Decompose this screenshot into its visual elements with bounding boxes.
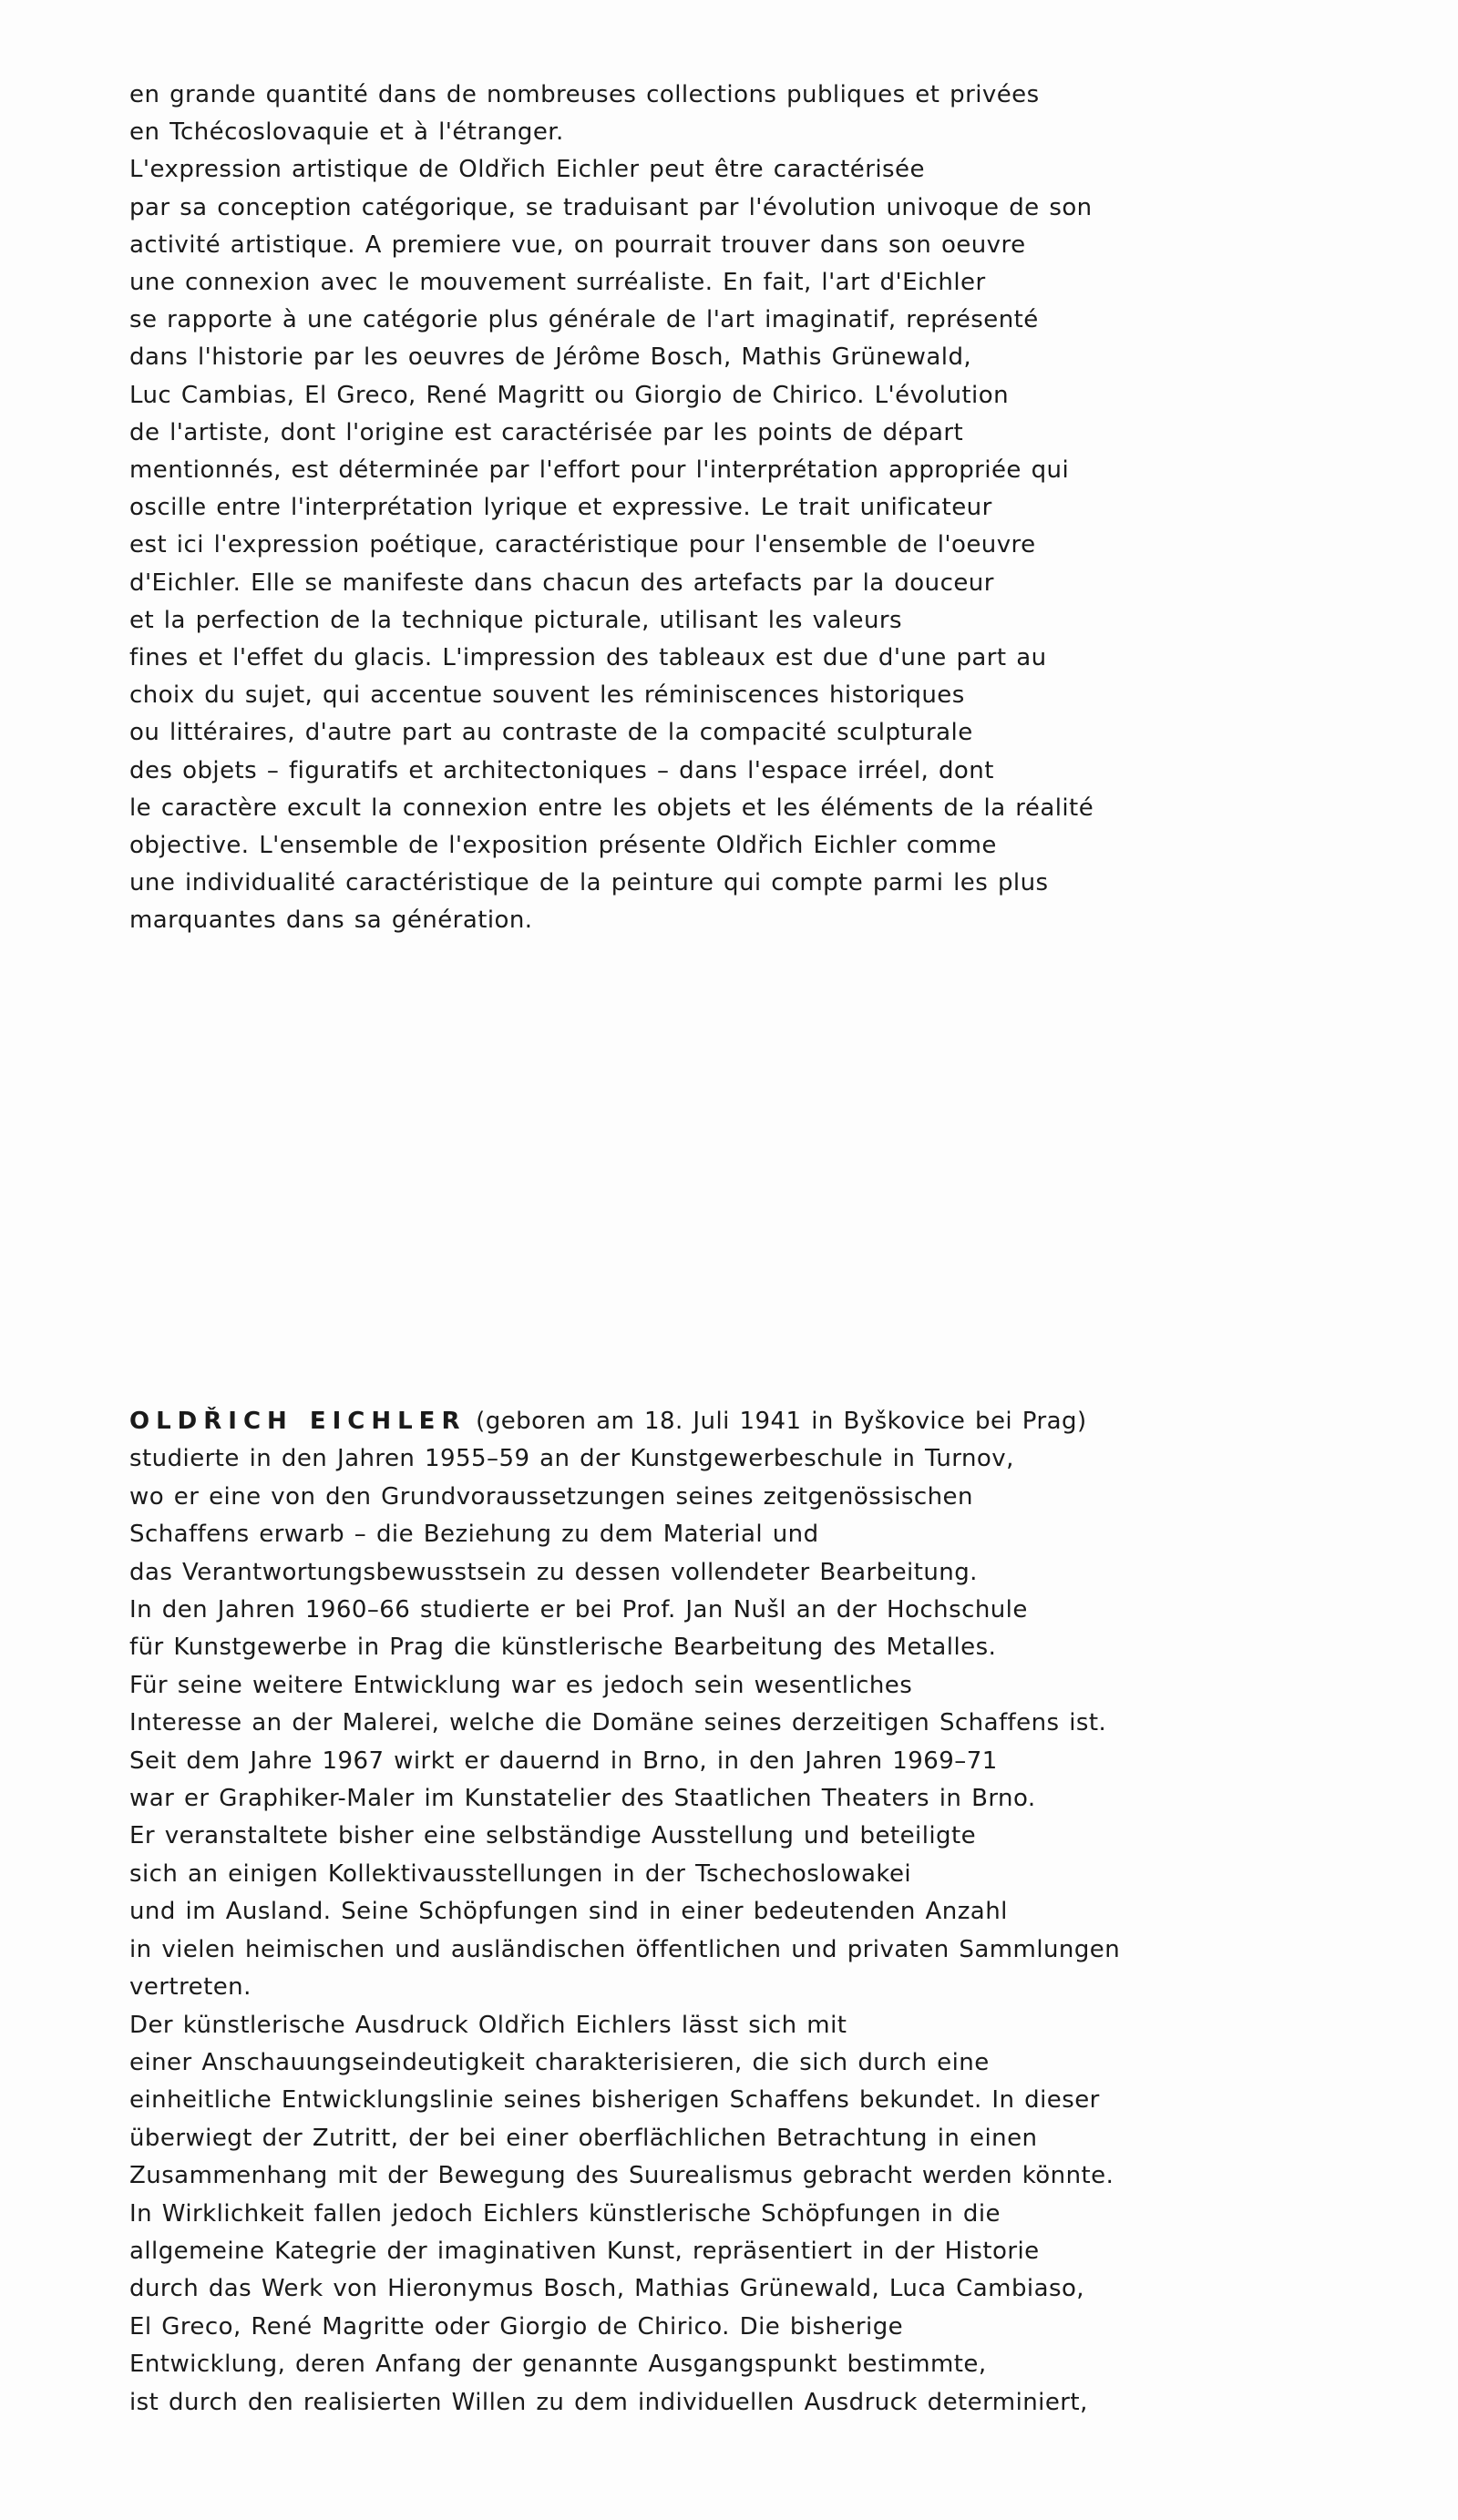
text-line: L'expression artistique de Oldřich Eichler peut être caractérisée [129,156,925,184]
text-line: Zusammenhang mit der Bewegung des Suurealismus gebracht werden könnte. [129,2162,1114,2190]
text-line: El Greco, René Magritte oder Giorgio de Chirico. Die bisherige [129,2312,904,2341]
text-line: des objets – figuratifs et architectoniques – dans l'espace irréel, dont [129,756,994,784]
text-line: et la perfection de la technique picturale, utilisant les valeurs [129,606,903,634]
text-line: das Verantwortungsbewusstsein zu dessen vollendeter Bearbeitung. [129,1558,978,1586]
text-line: vertreten. [129,1973,252,2002]
text-line: se rapporte à une catégorie plus générale de l'art imaginatif, représenté [129,306,1039,334]
text-line: Luc Cambias, El Greco, René Magritt ou Giorgio de Chirico. L'évolution [129,381,1009,409]
text-line: allgemeine Kategrie der imaginativen Kunst, repräsentiert in der Historie [129,2237,1040,2265]
text-line: Für seine weitere Entwicklung war es jedoch sein wesentliches [129,1671,913,1699]
text-line: Der künstlerische Ausdruck Oldřich Eichlers lässt sich mit [129,2011,847,2039]
french-text-block [129,77,1250,940]
text-line: fines et l'effet du glacis. L'impression des tableaux est due d'une part au [129,644,1047,672]
text-line: en grande quantité dans de nombreuses collections publiques et privées [129,81,1040,108]
text-line: Er veranstaltete bisher eine selbständige Ausstellung und beteiligte [129,1822,977,1850]
text-line: dans l'historie par les oeuvres de Jérôme Bosch, Mathis Grünewald, [129,343,972,372]
text-line: in vielen heimischen und ausländischen öffentlichen und privaten Sammlungen [129,1935,1121,1963]
text-line: ist durch den realisierten Willen zu dem individuellen Ausdruck determiniert, [129,2388,1088,2416]
text-line: est ici l'expression poétique, caractéristique pour l'ensemble de l'oeuvre [129,531,1036,559]
text-line: überwiegt der Zutritt, der bei einer oberflächlichen Betrachtung in einen [129,2124,1038,2152]
text-line: einer Anschauungseindeutigkeit charakterisieren, die sich durch eine [129,2048,990,2076]
text-line: für Kunstgewerbe in Prag die künstlerische Bearbeitung des Metalles. [129,1634,997,1662]
text-line: einheitliche Entwicklungslinie seines bisherigen Schaffens bekundet. In dieser [129,2086,1100,2115]
text-line: marquantes dans sa génération. [129,907,533,935]
text-line: d'Eichler. Elle se manifeste dans chacun des artefacts par la douceur [129,569,994,597]
text-line: durch das Werk von Hieronymus Bosch, Mathias Grünewald, Luca Cambiaso, [129,2275,1085,2303]
biography-first-line [129,1403,1250,1440]
text-line: oscille entre l'interprétation lyrique et expressive. Le trait unificateur [129,494,992,522]
text-line: activité artistique. A premiere vue, on pourrait trouver dans son oeuvre [129,230,1026,259]
text-line: une connexion avec le mouvement surréaliste. En fait, l'art d'Eichler [129,269,986,297]
text-line: mentionnés, est déterminée par l'effort pour l'interprétation appropriée qui [129,456,1070,485]
text-line: une individualité caractéristique de la peinture qui compte parmi les plus [129,869,1049,897]
text-line: Interesse an der Malerei, welche die Domäne seines derzeitigen Schaffens ist. [129,1709,1107,1737]
text-line: le caractère excult la connexion entre les objets et les éléments de la réalité [129,794,1094,822]
text-line: par sa conception catégorique, se traduisant par l'évolution univoque de son [129,193,1093,221]
text-line: In Wirklichkeit fallen jedoch Eichlers künstlerische Schöpfungen in die [129,2199,1001,2228]
artist-name-heading: OLDŘICH EICHLER [129,1408,467,1435]
text-line: Entwicklung, deren Anfang der genannte Ausgangspunkt bestimmte, [129,2351,987,2379]
text-line: ou littéraires, d'autre part au contraste de la compacité sculpturale [129,719,973,747]
text-line: studierte in den Jahren 1955–59 an der Kunstgewerbeschule in Turnov, [129,1445,1014,1473]
text-line: Seit dem Jahre 1967 wirkt er dauernd in Brno, in den Jahren 1969–71 [129,1747,998,1775]
text-line: en Tchécoslovaquie et à l'étranger. [129,118,564,147]
text-line: sich an einigen Kollektivausstellungen in der Tschechoslowakei [129,1859,912,1888]
german-text-block [129,1403,1250,2422]
text-line: Schaffens erwarb – die Beziehung zu dem Material und [129,1521,819,1549]
text-line: wo er eine von den Grundvoraussetzungen seines zeitgenössischen [129,1482,973,1511]
text-line: In den Jahren 1960–66 studierte er bei Prof. Jan Nušl an der Hochschule [129,1596,1028,1624]
text-line: choix du sujet, qui accentue souvent les réminiscences historiques [129,681,965,710]
text-line: objective. L'ensemble de l'exposition présente Oldřich Eichler comme [129,832,997,860]
text-line: und im Ausland. Seine Schöpfungen sind in einer bedeutenden Anzahl [129,1898,1008,1926]
birth-info: (geboren am 18. Juli 1941 in Byškovice bei Prag) [466,1408,1087,1435]
text-line: war er Graphiker-Maler im Kunstatelier des Staatlichen Theaters in Brno. [129,1785,1036,1813]
text-line: de l'artiste, dont l'origine est caractérisée par les points de départ [129,418,964,446]
